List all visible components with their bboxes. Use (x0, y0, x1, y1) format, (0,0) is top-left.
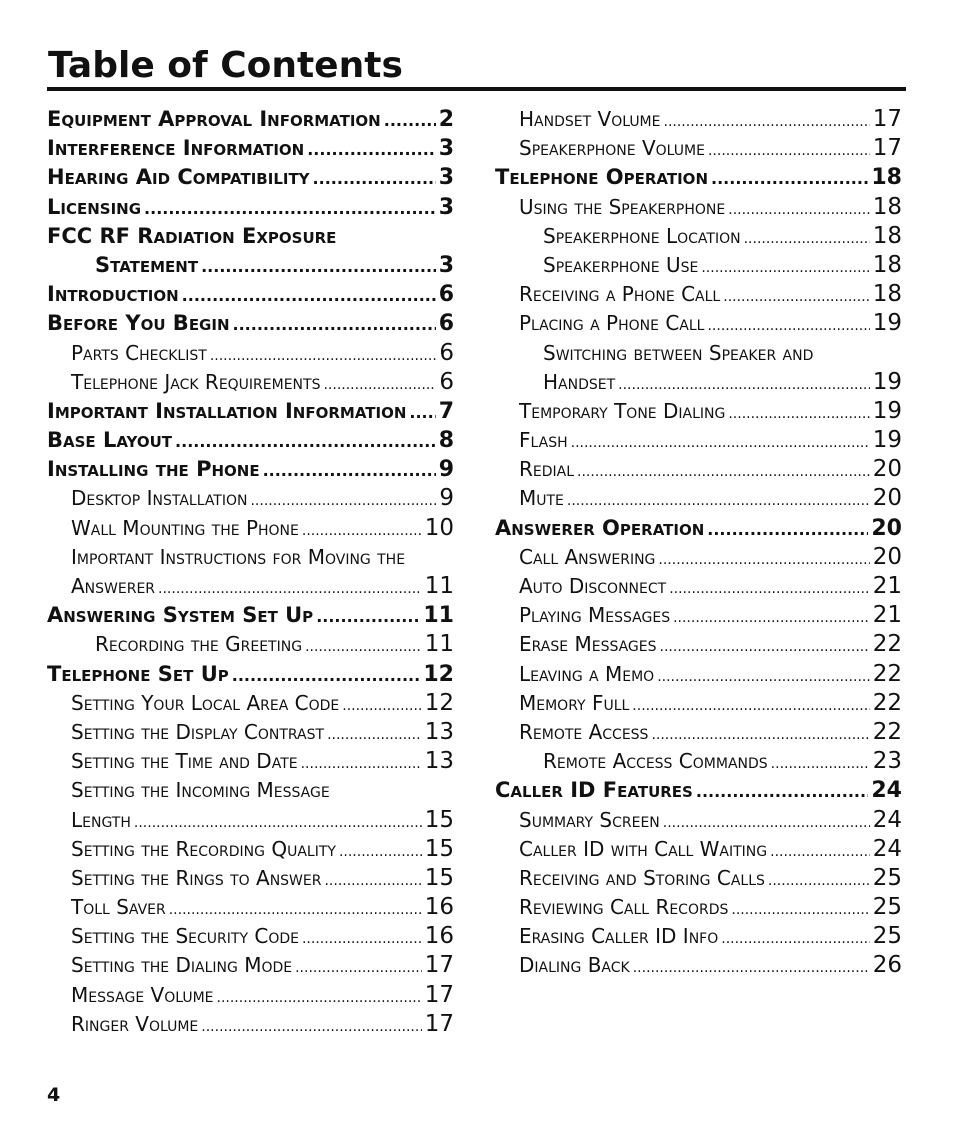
toc-entry-page: 3 (438, 165, 454, 191)
toc-entry-page: 20 (871, 515, 902, 541)
toc-subsection-entry (495, 134, 902, 163)
toc-section-entry (47, 105, 454, 134)
toc-subsection-entry (47, 776, 454, 805)
toc-entry-page: 18 (872, 281, 902, 308)
toc-subsection-entry (495, 630, 902, 659)
toc-entry-title: Placing a Phone Call (519, 311, 705, 336)
dot-leader (313, 164, 436, 193)
toc-entry-page: 22 (872, 718, 902, 745)
dot-leader (263, 456, 436, 485)
toc-entry-page: 25 (872, 864, 902, 891)
toc-entry-page: 12 (423, 661, 454, 687)
toc-entry-title: Summary Screen (519, 807, 660, 832)
toc-entry-title: Installing the Phone (47, 457, 260, 482)
toc-entry-title: Call Answering (519, 544, 656, 569)
toc-subsection-entry (495, 689, 902, 718)
toc-entry-page: 17 (424, 952, 454, 979)
toc-entry-title: Handset Volume (519, 107, 661, 131)
toc-entry-page: 19 (872, 310, 902, 337)
toc-section-entry (47, 601, 454, 630)
dot-leader (324, 867, 421, 896)
toc-entry-page: 18 (872, 251, 902, 278)
toc-entry-title: Setting the Display Contrast (71, 719, 325, 744)
toc-entry-title: Temporary Tone Dialing (519, 398, 726, 423)
toc-entry-page: 25 (872, 923, 902, 950)
toc-entry-title: Setting the Security Code (71, 924, 299, 949)
toc-subsection-entry (495, 951, 902, 980)
dot-leader (658, 546, 869, 575)
toc-section-entry (47, 222, 454, 251)
dot-leader (201, 252, 436, 281)
toc-subsection-entry (47, 368, 454, 397)
toc-entry-title: Speakerphone Location (543, 223, 741, 248)
toc-entry-page: 23 (872, 748, 902, 775)
toc-entry-page: 3 (438, 194, 454, 220)
toc-entry-title: Handset (543, 369, 616, 394)
toc-left-column (47, 105, 454, 1039)
toc-section-entry (47, 426, 454, 455)
dot-leader (707, 515, 868, 544)
toc-entry-page: 21 (872, 602, 902, 629)
toc-entry-title: Before You Begin (47, 311, 230, 336)
toc-entry-page: 21 (872, 573, 902, 599)
toc-entry-page: 22 (872, 689, 902, 716)
toc-entry-page: 18 (872, 193, 902, 220)
toc-entry-page: 20 (872, 543, 902, 570)
toc-section-entry (495, 163, 902, 192)
dot-leader (660, 633, 870, 662)
toc-entry-title: Setting the Incoming Message (71, 778, 330, 803)
dot-leader (175, 427, 436, 456)
dot-leader (134, 809, 422, 838)
toc-entry-title: Setting the Recording Quality (71, 836, 336, 861)
dot-leader (182, 281, 436, 310)
dot-leader (302, 517, 422, 546)
toc-entry-page: 22 (872, 631, 902, 658)
toc-entry-page: 11 (423, 603, 454, 629)
toc-entry-title: FCC RF Radiation Exposure (47, 223, 337, 248)
toc-entry-page: 16 (424, 923, 454, 950)
toc-entry-title: Setting Your Local Area Code (71, 690, 340, 715)
toc-entry-page: 11 (424, 631, 454, 658)
dot-leader (728, 400, 869, 429)
toc-entry-title: Base Layout (47, 428, 173, 453)
toc-subsection-entry (47, 951, 454, 980)
toc-entry-page: 26 (872, 952, 902, 979)
toc-subsection-entry (47, 339, 454, 368)
toc-subsection-entry (495, 747, 902, 776)
toc-entry-title: Introduction (47, 282, 179, 307)
dot-leader (210, 342, 437, 371)
toc-section-entry (495, 776, 902, 805)
toc-subsection-entry (495, 193, 902, 222)
toc-entry-title: Receiving and Storing Calls (519, 865, 765, 890)
toc-entry-page: 24 (872, 835, 902, 862)
toc-subsection-entry (495, 922, 902, 951)
toc-entry-page: 18 (872, 222, 902, 249)
toc-entry-title: Speakerphone Volume (519, 136, 705, 161)
toc-entry-title: Dialing Back (519, 953, 630, 978)
toc-entry-title: Length (71, 807, 131, 832)
toc-subsection-entry (495, 601, 902, 630)
toc-section-entry (47, 309, 454, 338)
toc-subsection-entry (495, 660, 902, 689)
toc-subsection-entry (495, 339, 902, 368)
toc-subsection-entry (495, 368, 902, 397)
toc-entry-page: 17 (872, 106, 902, 132)
toc-entry-page: 6 (438, 282, 454, 308)
toc-entry-page: 9 (438, 457, 454, 483)
toc-entry-title: Caller ID Features (495, 778, 693, 803)
dot-leader (302, 925, 422, 954)
dot-leader (633, 954, 870, 983)
toc-subsection-entry (47, 484, 454, 513)
toc-entry-page: 22 (872, 660, 902, 687)
dot-leader (323, 371, 436, 400)
toc-entry-page: 12 (424, 689, 454, 716)
toc-section-entry (47, 251, 454, 280)
toc-entry-page: 25 (872, 894, 902, 921)
toc-entry-title: Wall Mounting the Phone (71, 515, 299, 540)
dot-leader (657, 663, 870, 692)
toc-entry-page: 17 (424, 981, 454, 1008)
toc-entry-title: Reviewing Call Records (519, 895, 729, 920)
toc-subsection-entry (495, 543, 902, 572)
toc-entry-title: Remote Access Commands (543, 749, 768, 774)
dot-leader (301, 750, 422, 779)
dot-leader (327, 721, 422, 750)
toc-entry-page: 16 (424, 894, 454, 921)
toc-entry-title: Erase Messages (519, 632, 657, 657)
toc-entry-title: Setting the Rings to Answer (71, 865, 322, 890)
toc-subsection-entry (495, 105, 902, 134)
toc-entry-title: Setting the Time and Date (71, 749, 298, 774)
toc-entry-title: Message Volume (71, 982, 214, 1007)
toc-entry-title: Memory Full (519, 690, 630, 715)
toc-entry-page: 13 (424, 718, 454, 745)
dot-leader (701, 254, 869, 283)
toc-entry-title: Caller ID with Call Waiting (519, 836, 768, 861)
toc-entry-title: Desktop Installation (71, 486, 248, 511)
toc-entry-page: 24 (871, 778, 902, 804)
toc-section-entry (47, 455, 454, 484)
dot-leader (295, 954, 422, 983)
dot-leader (728, 196, 869, 225)
toc-entry-title: Receiving a Phone Call (519, 282, 721, 307)
dot-leader (771, 750, 870, 779)
toc-entry-page: 7 (438, 398, 454, 424)
toc-subsection-entry (47, 630, 454, 659)
dot-leader (651, 721, 869, 750)
toc-subsection-entry (47, 514, 454, 543)
toc-entry-page: 24 (872, 806, 902, 833)
toc-subsection-entry (47, 1010, 454, 1039)
dot-leader (663, 809, 870, 838)
toc-subsection-entry (495, 280, 902, 309)
toc-subsection-entry (495, 572, 902, 601)
dot-leader (384, 106, 436, 135)
toc-subsection-entry (495, 864, 902, 893)
dot-leader (723, 283, 869, 312)
toc-entry-page: 9 (439, 485, 454, 512)
dot-leader (571, 429, 870, 458)
toc-subsection-entry (47, 922, 454, 951)
toc-subsection-entry (495, 835, 902, 864)
toc-section-entry (47, 163, 454, 192)
toc-entry-title: Auto Disconnect (519, 574, 667, 598)
toc-subsection-entry (495, 718, 902, 747)
toc-entry-title: Telephone Set Up (47, 661, 229, 686)
toc-subsection-entry (495, 222, 902, 251)
dot-leader (669, 575, 870, 604)
dot-leader (339, 838, 422, 867)
toc-entry-title: Telephone Jack Requirements (71, 369, 321, 394)
toc-entry-title: Answering System Set Up (47, 603, 314, 628)
toc-entry-title: Recording the Greeting (95, 632, 303, 657)
toc-subsection-entry (47, 864, 454, 893)
toc-entry-title: Important Installation Information (47, 398, 407, 423)
dot-leader (708, 137, 870, 166)
dot-leader (201, 1013, 421, 1042)
toc-entry-title: Erasing Caller ID Info (519, 924, 719, 949)
toc-subsection-entry (495, 309, 902, 338)
dot-leader (711, 164, 868, 193)
dot-leader (217, 984, 422, 1013)
toc-subsection-entry (495, 806, 902, 835)
toc-entry-page: 15 (424, 806, 454, 833)
toc-entry-title: Using the Speakerphone (519, 194, 726, 219)
toc-entry-page: 3 (438, 136, 454, 162)
toc-section-entry (47, 397, 454, 426)
toc-subsection-entry (495, 251, 902, 280)
dot-leader (233, 310, 436, 339)
toc-entry-page: 6 (438, 311, 454, 337)
dot-leader (316, 602, 420, 631)
toc-subsection-entry (47, 893, 454, 922)
toc-entry-page: 10 (424, 514, 454, 541)
toc-right-column (495, 105, 902, 981)
toc-entry-title: Important Instructions for Moving the (71, 544, 406, 569)
toc-entry-title: Remote Access (519, 719, 649, 744)
toc-entry-page: 13 (424, 748, 454, 775)
toc-entry-page: 19 (872, 368, 902, 395)
toc-entry-title: Answerer Operation (495, 515, 705, 540)
toc-entry-title: Interference Information (47, 136, 305, 161)
toc-subsection-entry (47, 572, 454, 601)
toc-entry-title: Equipment Approval Information (47, 107, 381, 131)
toc-section-entry (47, 280, 454, 309)
toc-entry-page: 8 (438, 428, 454, 454)
dot-leader (707, 312, 869, 341)
dot-leader (169, 896, 422, 925)
dot-leader (577, 458, 870, 487)
toc-entry-title: Switching between Speaker and (543, 340, 814, 365)
toc-entry-page: 18 (871, 165, 902, 191)
dot-leader (232, 661, 421, 690)
toc-entry-title: Mute (519, 486, 564, 511)
page-title: Table of Contents (48, 45, 403, 86)
toc-subsection-entry (47, 747, 454, 776)
toc-entry-title: Toll Saver (71, 895, 166, 920)
toc-entry-title: Ringer Volume (71, 1011, 199, 1036)
toc-entry-title: Licensing (47, 194, 142, 219)
toc-entry-title: Statement (95, 252, 199, 277)
toc-entry-title: Speakerphone Use (543, 252, 699, 277)
dot-leader (744, 225, 870, 254)
toc-entry-title: Flash (519, 428, 568, 453)
dot-leader (731, 896, 869, 925)
toc-section-entry (47, 660, 454, 689)
toc-entry-title: Leaving a Memo (519, 661, 655, 686)
toc-entry-page: 19 (872, 397, 902, 424)
toc-section-entry (495, 514, 902, 543)
toc-subsection-entry (47, 806, 454, 835)
toc-section-entry (47, 193, 454, 222)
dot-leader (409, 398, 435, 427)
toc-entry-page: 15 (424, 864, 454, 891)
toc-subsection-entry (47, 543, 454, 572)
dot-leader (618, 371, 870, 400)
page-number: 4 (47, 1084, 61, 1106)
toc-entry-page: 20 (872, 485, 902, 512)
toc-entry-page: 6 (439, 368, 454, 395)
toc-subsection-entry (495, 426, 902, 455)
toc-entry-page: 17 (872, 135, 902, 162)
dot-leader (250, 487, 436, 516)
toc-entry-page: 17 (424, 1010, 454, 1037)
toc-entry-title: Hearing Aid Compatibility (47, 165, 310, 190)
dot-leader (144, 194, 436, 223)
toc-entry-page: 15 (424, 835, 454, 862)
toc-entry-page: 20 (872, 456, 902, 483)
toc-entry-page: 19 (872, 427, 902, 454)
title-rule (47, 87, 906, 91)
toc-subsection-entry (47, 835, 454, 864)
dot-leader (664, 108, 870, 137)
toc-entry-title: Telephone Operation (495, 165, 708, 190)
toc-entry-page: 6 (439, 339, 454, 366)
toc-section-entry (47, 134, 454, 163)
dot-leader (305, 633, 422, 662)
toc-subsection-entry (495, 484, 902, 513)
dot-leader (567, 487, 870, 516)
toc-entry-title: Redial (519, 457, 575, 482)
dot-leader (770, 838, 870, 867)
dot-leader (632, 692, 869, 721)
toc-subsection-entry (47, 981, 454, 1010)
toc-entry-page: 2 (438, 107, 454, 132)
dot-leader (768, 867, 870, 896)
dot-leader (307, 135, 435, 164)
dot-leader (158, 575, 422, 604)
toc-subsection-entry (495, 455, 902, 484)
toc-subsection-entry (47, 718, 454, 747)
toc-entry-title: Playing Messages (519, 603, 671, 628)
dot-leader (342, 692, 421, 721)
dot-leader (696, 777, 869, 806)
dot-leader (721, 925, 869, 954)
toc-subsection-entry (495, 893, 902, 922)
toc-entry-title: Setting the Dialing Mode (71, 953, 293, 978)
dot-leader (673, 604, 870, 633)
toc-subsection-entry (47, 689, 454, 718)
toc-entry-title: Answerer (71, 574, 156, 598)
toc-entry-page: 3 (438, 252, 454, 278)
toc-entry-page: 11 (424, 573, 454, 599)
toc-entry-title: Parts Checklist (71, 340, 207, 365)
toc-subsection-entry (495, 397, 902, 426)
